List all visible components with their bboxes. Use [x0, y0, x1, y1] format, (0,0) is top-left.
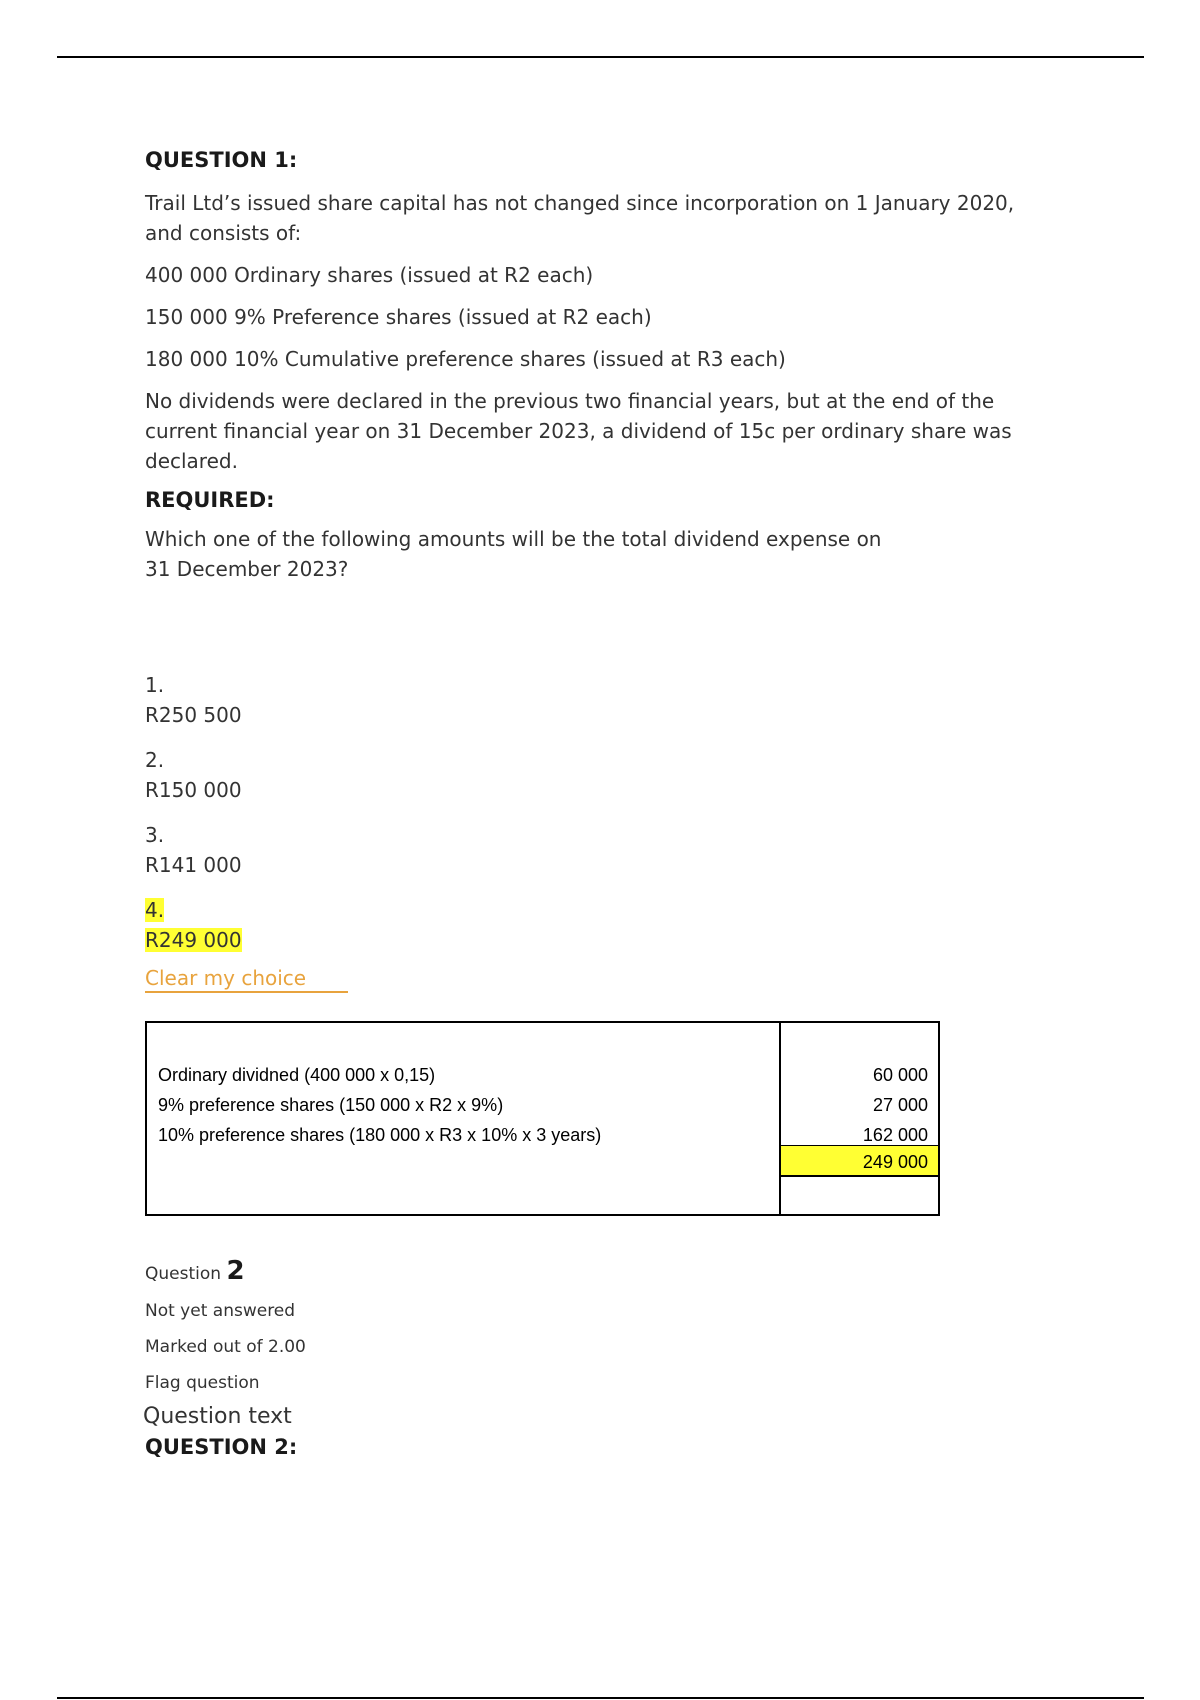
answer-option-number: 4. [145, 898, 165, 922]
question-2-heading: QUESTION 2: [145, 1435, 298, 1459]
question-2-label [145, 1256, 745, 1286]
share-item-preference: 150 000 9% Preference shares (issued at R2 each) [145, 305, 652, 329]
answer-option-4[interactable] [145, 895, 1045, 955]
question-2-status: Not yet answered [145, 1301, 296, 1321]
calc-row-amount: 27 000 [872, 1095, 928, 1115]
answer-option-value: R249 000 [145, 928, 242, 952]
top-divider [57, 56, 1144, 58]
share-item-cumulative-preference: 180 000 10% Cumulative preference shares (issued at R3 each) [145, 347, 786, 371]
question-1-block [145, 148, 1045, 993]
calc-total: 249 000 [781, 1145, 938, 1177]
question-2-label-text: Question [145, 1264, 222, 1284]
calc-row-description: Ordinary dividned (400 000 x 0,15) [158, 1065, 436, 1085]
answer-option-number: 2. [145, 748, 165, 772]
answer-options [145, 670, 1045, 993]
calc-row-preference [158, 1090, 928, 1120]
clear-choice-link[interactable]: Clear my choice [145, 966, 348, 993]
required-label: REQUIRED: [145, 488, 275, 512]
share-item-ordinary: 400 000 Ordinary shares (issued at R2 each) [145, 263, 594, 287]
answer-option-1[interactable] [145, 670, 1045, 730]
calc-row-amount: 162 000 [862, 1125, 928, 1145]
question-1-ask: Which one of the following amounts will be the total dividend expense on 31 December 2023? [145, 527, 882, 581]
calc-row-amount: 60 000 [872, 1065, 928, 1085]
answer-option-3[interactable] [145, 820, 1045, 880]
calc-row-ordinary [158, 1060, 928, 1090]
answer-option-value: R250 500 [145, 703, 242, 727]
answer-option-number: 1. [145, 673, 165, 697]
flag-question-link[interactable]: Flag question [145, 1373, 260, 1393]
answer-option-value: R150 000 [145, 778, 242, 802]
question-1-intro: Trail Ltd’s issued share capital has not changed since incorporation on 1 January 2020, and consists of: [145, 191, 1015, 245]
calc-row-description: 9% preference shares (150 000 x R2 x 9%) [158, 1095, 504, 1115]
dividend-calculation-table [145, 1021, 940, 1216]
question-1-heading: QUESTION 1: [145, 148, 298, 172]
answer-option-value: R141 000 [145, 853, 242, 877]
answer-option-number: 3. [145, 823, 165, 847]
question-2-marks: Marked out of 2.00 [145, 1337, 306, 1357]
bottom-divider [57, 1697, 1144, 1699]
question-text-label: Question text [143, 1404, 292, 1429]
question-2-block [145, 1256, 745, 1459]
calc-row-description: 10% preference shares (180 000 x R3 x 10% x 3 years) [158, 1125, 602, 1145]
question-2-number: 2 [226, 1256, 245, 1286]
answer-option-2[interactable] [145, 745, 1045, 805]
question-1-context: No dividends were declared in the previous two financial years, but at the end of the current financial year on 31 December 2023, a dividend of 15c per ordinary share was declared. [145, 389, 1012, 473]
